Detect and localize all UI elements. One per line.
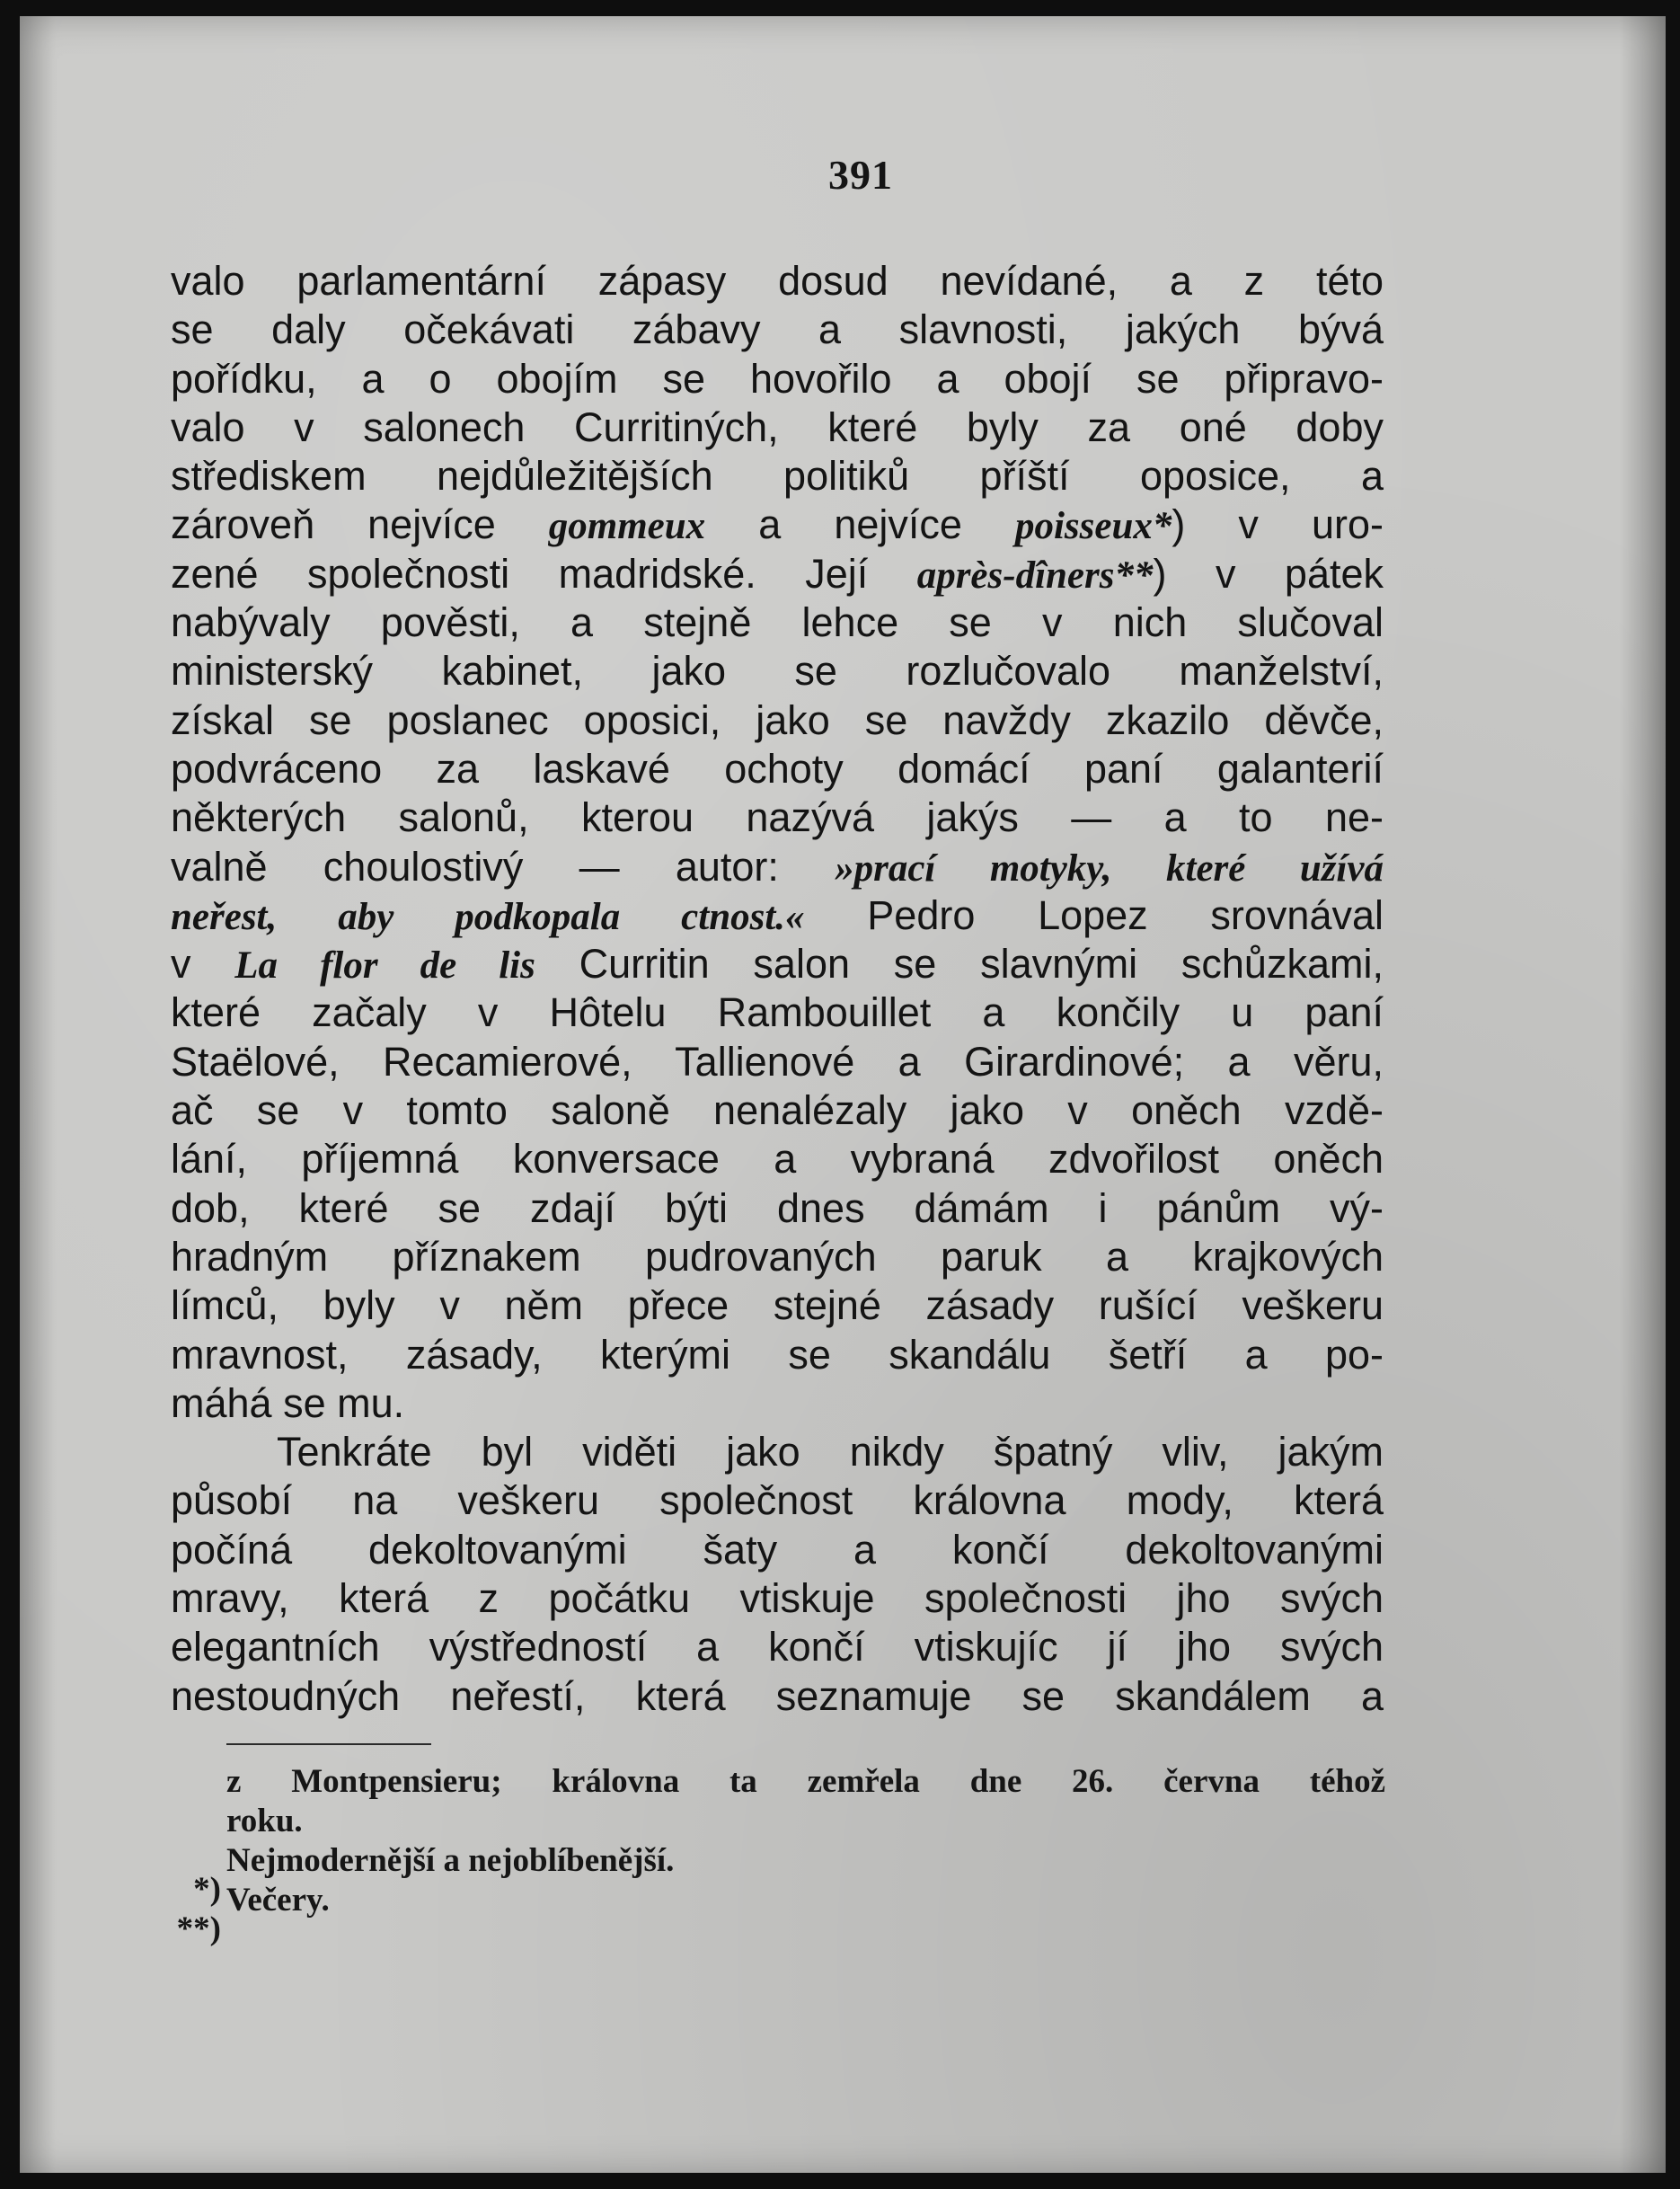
text-segment: pořídku, a o obojím se hovořilo a obojí se připravo- [171, 355, 1384, 402]
text-segment: máhá se mu. [171, 1379, 405, 1426]
text-segment: Tenkráte byl viděti jako nikdy špatný vliv, jakým [277, 1429, 1384, 1476]
text-line [171, 306, 1384, 354]
text-line [171, 550, 1384, 598]
text-line [171, 1281, 1384, 1330]
text-line [171, 598, 1384, 647]
text-segment: límců, byly v něm přece stejné zásady rušící veškeru [171, 1282, 1384, 1329]
text-segment: ) v pátek [1153, 550, 1384, 597]
footnote-line: *) Nejmodernější a nejoblíbenější. [193, 1842, 675, 1908]
text-segment: Curritin salon se slavnými schůzkami, [535, 941, 1384, 988]
text-segment: Staëlové, Recamierové, Tallienové a Girardinové; a věru, [171, 1038, 1384, 1085]
text-line [171, 355, 1384, 403]
text-segment: elegantních výstředností a končí vtiskujíc jí jho svých [171, 1624, 1384, 1671]
text-line [171, 843, 1384, 891]
footnote-text: z Montpensieru; královna ta zemřela dne 26. června téhož [226, 1763, 1385, 1800]
footnote-rule [226, 1743, 431, 1745]
text-segment: v [171, 941, 235, 988]
text-segment: valně choulostivý — autor: [171, 843, 836, 890]
text-line [171, 696, 1384, 745]
text-line [171, 1184, 1384, 1233]
text-segment: valo v salonech Curritiných, které byly za oné doby [171, 403, 1384, 450]
text-line [171, 1672, 1384, 1721]
italic-text: après-dîners** [916, 554, 1154, 597]
italic-text: poisseux* [1014, 505, 1172, 548]
footnote-line [226, 1763, 1385, 1803]
text-line [171, 745, 1384, 793]
page-number: 391 [828, 152, 893, 198]
text-line [171, 1086, 1384, 1135]
text-line [171, 452, 1384, 501]
text-line [171, 1233, 1384, 1281]
text-line [171, 647, 1384, 696]
text-segment: hradným příznakem pudrovaných paruk a krajkových [171, 1233, 1384, 1280]
text-segment: působí na veškeru společnost královna mody, která [171, 1477, 1384, 1524]
text-segment: Pedro Lopez srovnával [804, 891, 1384, 938]
text-line [171, 988, 1384, 1037]
text-line [171, 1476, 1384, 1525]
italic-text: gommeux [548, 505, 706, 548]
text-segment: střediskem nejdůležitějších politiků příští oposice, a [171, 453, 1384, 500]
text-segment: dob, které se zdají býti dnes dámám i pánům vý- [171, 1184, 1384, 1231]
text-line [171, 1574, 1384, 1623]
text-segment: nabývaly pověsti, a stejně lehce se v nich slučoval [171, 599, 1384, 646]
text-segment: zároveň nejvíce [171, 501, 549, 548]
body-text [171, 257, 1384, 1721]
italic-text: La flor de lis [234, 944, 535, 988]
text-line [171, 257, 1384, 306]
text-segment: ač se v tomto saloně nenalézaly jako v oněch vzdě- [171, 1087, 1384, 1134]
text-line [171, 1331, 1384, 1379]
text-line [171, 1428, 1384, 1476]
text-line [171, 501, 1384, 549]
text-segment: nestoudných neřestí, která seznamuje se skandálem a [171, 1672, 1384, 1719]
text-segment: zené společnosti madridské. Její [171, 550, 917, 597]
text-line [171, 1038, 1384, 1086]
text-line [171, 403, 1384, 452]
text-segment: počíná dekoltovanými šaty a končí dekoltovanými [171, 1526, 1384, 1573]
text-line [171, 891, 1384, 940]
text-segment: podvráceno za laskavé ochoty domácí paní galanterií [171, 745, 1384, 792]
text-segment: ministerský kabinet, jako se rozlučovalo manželství, [171, 648, 1384, 695]
book-page [20, 16, 1666, 2173]
footnote-text: roku. [226, 1803, 303, 1839]
text-line [171, 1526, 1384, 1574]
text-line [171, 1135, 1384, 1183]
text-segment: některých salonů, kterou nazývá jakýs — a to ne- [171, 794, 1384, 841]
text-segment: se daly očekávati zábavy a slavnosti, jakých bývá [171, 306, 1384, 353]
text-line [171, 793, 1384, 842]
text-line [171, 1379, 1384, 1428]
text-segment: valo parlamentární zápasy dosud nevídané, a z této [171, 258, 1384, 304]
footnote-line: **) Večery. [176, 1882, 330, 1947]
italic-text: »prací motyky, které užívá [835, 846, 1384, 890]
footnotes [176, 1763, 1385, 1947]
text-line [171, 940, 1384, 988]
footnote-line [226, 1803, 1385, 1842]
text-segment: ) v uro- [1172, 501, 1384, 548]
italic-text: neřest, aby podkopala ctnost.« [171, 895, 805, 938]
text-segment: lání, příjemná konversace a vybraná zdvořilost oněch [171, 1136, 1384, 1183]
footnote-text: Nejmodernější a nejoblíbenější. [226, 1842, 675, 1879]
text-segment: získal se poslanec oposici, jako se navždy zkazilo děvče, [171, 696, 1384, 743]
text-line [171, 1623, 1384, 1671]
text-segment: které začaly v Hôtelu Rambouillet a končily u paní [171, 989, 1384, 1036]
text-segment: mravy, která z počátku vtiskuje společnosti jho svých [171, 1575, 1384, 1622]
footnote-text: Večery. [226, 1882, 330, 1919]
text-segment: mravnost, zásady, kterými se skandálu šetří a po- [171, 1331, 1384, 1378]
text-segment: a nejvíce [705, 501, 1015, 548]
